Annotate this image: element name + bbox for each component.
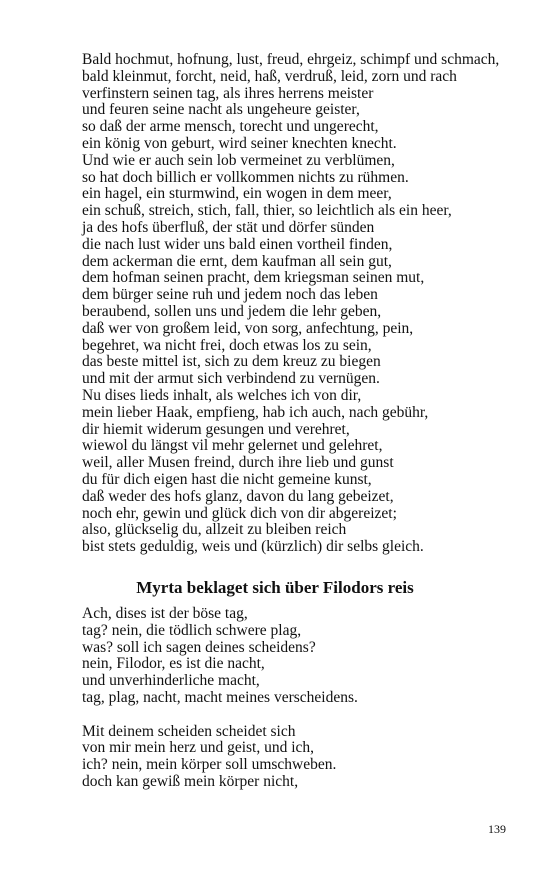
poem-line: Ach, dises ist der böse tag, (82, 605, 248, 622)
poem-line: und unverhinderliche macht, (82, 672, 260, 690)
poem-line: die nach lust wider uns bald einen vortheil finden, (82, 235, 393, 253)
poem-line: dem hofman seinen pracht, dem kriegsman seinen mut, (82, 269, 425, 287)
poem-line: ich? nein, mein körper soll umschweben. (82, 756, 337, 774)
poem-line: also, glückselig du, allzeit zu bleiben reich (82, 521, 347, 539)
poem-line: Nu dises lieds inhalt, als welches ich von dir, (82, 386, 362, 404)
poem-line: und mit der armut sich verbindend zu vernügen. (82, 370, 380, 388)
poem-line: begehret, wa nicht frei, doch etwas los zu sein, (82, 336, 372, 354)
poem-line: dem ackerman die ernt, dem kaufman all sein gut, (82, 252, 392, 270)
poem-line: mein lieber Haak, empfieng, hab ich auch, nach gebühr, (82, 403, 429, 421)
poem-line: bald kleinmut, forcht, neid, haß, verdruß, leid, zorn und rach (82, 67, 457, 85)
poem-line: nein, Filodor, es ist die nacht, (82, 655, 265, 673)
poem-line: Und wie er auch sein lob vermeinet zu verblümen, (82, 151, 395, 169)
poem-line: ein könig von geburt, wird seiner knechten knecht. (82, 134, 397, 152)
stanza (82, 606, 522, 707)
poem-line: tag, plag, nacht, macht meines verscheidens. (82, 688, 358, 706)
poem-line: Mit deinem scheiden scheidet sich (82, 722, 296, 740)
poem-line: das beste mittel ist, sich zu dem kreuz zu biegen (82, 353, 381, 371)
poem-line: bist stets geduldig, weis und (kürzlich) dir selbs gleich. (82, 538, 424, 556)
poem-line: noch ehr, gewin und glück dich von dir abgereizet; (82, 504, 397, 522)
poem-body (82, 606, 522, 791)
poem-line: ja des hofs überfluß, der stät und dörfer sünden (82, 218, 375, 236)
poem-line: so daß der arme mensch, torecht und ungerecht, (82, 118, 379, 136)
poem-line: von mir mein herz und geist, und ich, (82, 739, 315, 757)
poem-line: und feuren seine nacht als ungeheure geister, (82, 101, 360, 119)
poem-line: du für dich eigen hast die nicht gemeine kunst, (82, 470, 372, 488)
poem-line: ein schuß, streich, stich, fall, thier, so leichtlich als ein heer, (82, 202, 452, 220)
poem-line: doch kan gewiß mein körper nicht, (82, 772, 299, 790)
poem-line: weil, aller Musen freind, durch ihre lieb und gunst (82, 454, 394, 472)
poem-line: beraubend, sollen uns und jedem die lehr geben, (82, 302, 382, 320)
poem-line: was? soll ich sagen deines scheidens? (82, 638, 316, 656)
poem-line: so hat doch billich er vollkommen nichts zu rühmen. (82, 168, 409, 186)
poem-line: tag? nein, die tödlich schwere plag, (82, 621, 302, 639)
poem-line: wiewol du längst vil mehr gelernet und gelehret, (82, 437, 383, 455)
poem-continuation (82, 52, 522, 556)
page-number: 139 (488, 822, 506, 836)
stanza (82, 724, 522, 791)
poem-line: verfinstern seinen tag, als ihres herrens meister (82, 84, 374, 102)
poem-line: dir hiemit widerum gesungen und verehret, (82, 420, 350, 438)
poem-title: Myrta beklaget sich über Filodors reis (136, 578, 414, 597)
poem-line: daß weder des hofs glanz, davon du lang gebeizet, (82, 487, 394, 505)
poem-line: Bald hochmut, hofnung, lust, freud, ehrgeiz, schimpf und schmach, (82, 51, 500, 68)
poem-line: ein hagel, ein sturmwind, ein wogen in dem meer, (82, 185, 392, 203)
poem-line: dem bürger seine ruh und jedem noch das leben (82, 286, 378, 304)
poem-line: daß wer von großem leid, von sorg, anfechtung, pein, (82, 319, 414, 337)
